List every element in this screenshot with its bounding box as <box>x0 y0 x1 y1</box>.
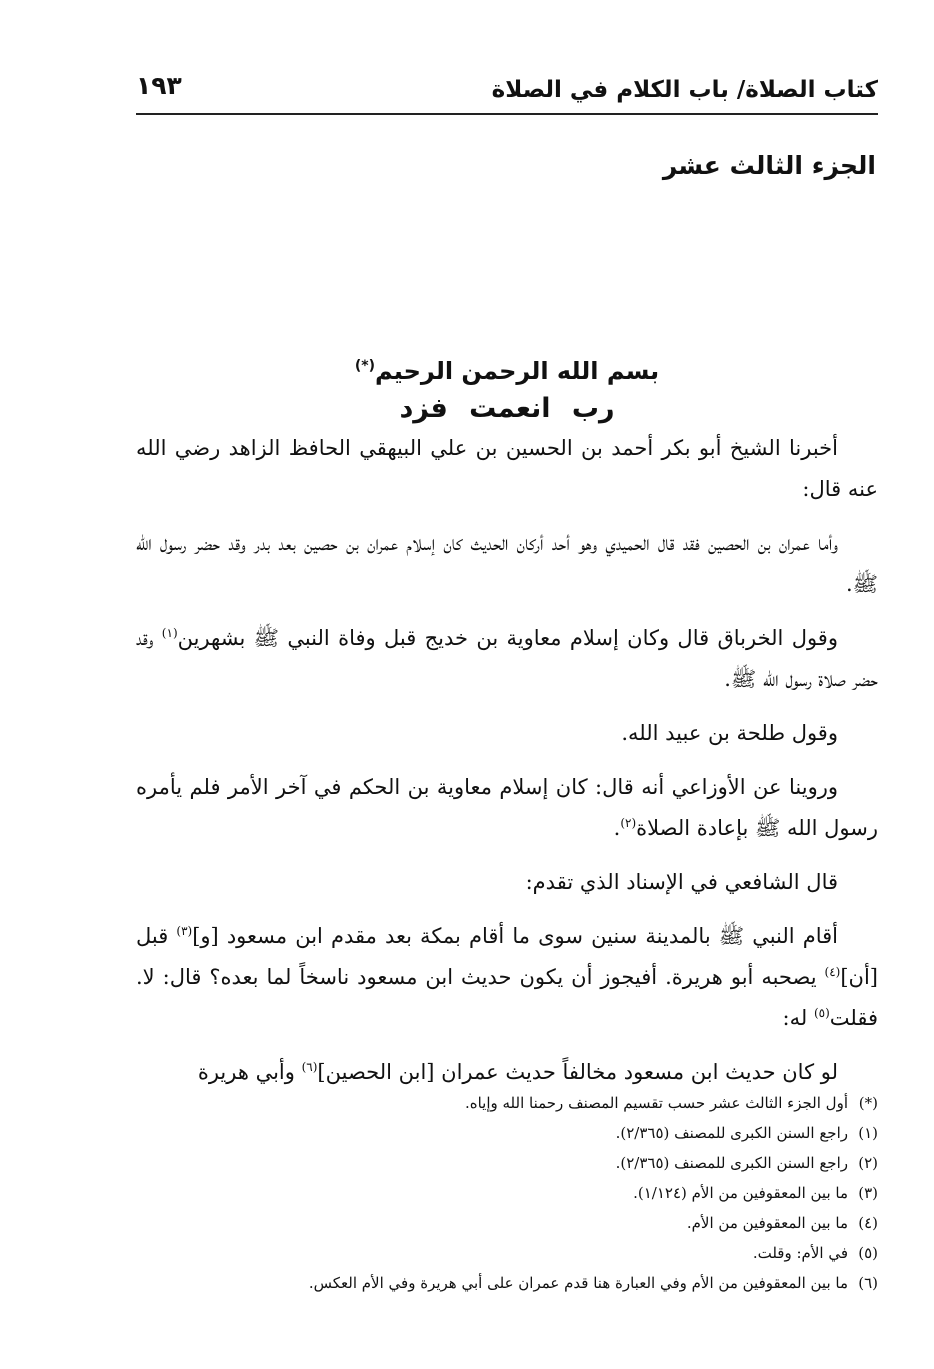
footnote-number: (٣) <box>858 1184 878 1202</box>
paragraph <box>136 916 878 1039</box>
footnote-number: (٤) <box>858 1214 878 1232</box>
paragraph-text: يصحبه أبو هريرة. أفيجوز أن يكون حديث ابن مسعود ناسخاً لما بعده؟ قال: لا. فقلت <box>136 965 878 1030</box>
paragraph-text: قبل [أن] <box>136 924 878 989</box>
paragraph-text: وأبي هريرة <box>197 1060 302 1084</box>
footnote-text: راجع السنن الكبرى للمصنف (٢/٣٦٥). <box>615 1124 848 1142</box>
footnote-number: (*) <box>858 1094 878 1112</box>
footnote-text: ما بين المعقوفين من الأم. <box>686 1214 848 1232</box>
paragraph: أخبرنا الشيخ أبو بكر أحمد بن الحسين بن علي البيهقي الحافظ الزاهد رضي الله عنه قال: <box>136 436 878 501</box>
paragraph-text: لو كان حديث ابن مسعود مخالفاً حديث عمران [ابن الحصين] <box>317 1060 838 1084</box>
footnote-text: راجع السنن الكبرى للمصنف (٢/٣٦٥). <box>615 1154 848 1172</box>
footnote <box>136 1268 878 1298</box>
page-number: ١٩٣ <box>136 71 182 100</box>
footnote <box>136 1148 878 1178</box>
part-title: الجزء الثالث عشر <box>662 151 876 180</box>
footnotes <box>136 1088 878 1298</box>
footnote-text: أول الجزء الثالث عشر حسب تقسيم المصنف رحمنا الله وإياه. <box>464 1094 848 1112</box>
footnote-ref: (٢) <box>620 816 637 830</box>
page-header <box>136 68 878 114</box>
paragraph <box>136 1052 878 1093</box>
basmala-footnote-marker: (*) <box>354 358 375 374</box>
footnote-number: (٥) <box>858 1244 878 1262</box>
paragraph-text: وروينا عن الأوزاعي أنه قال: كان إسلام معاوية بن الحكم في آخر الأمر فلم يأمره رسول الله ﷺ بإعادة الصلاة <box>136 775 878 840</box>
paragraph: وقول طلحة بن عبيد الله. <box>621 721 838 745</box>
footnote-text: ما بين المعقوفين من الأم (١/١٢٤). <box>633 1184 848 1202</box>
basmala <box>136 348 878 389</box>
footnote-number: (٦) <box>858 1274 878 1292</box>
footnote <box>136 1238 878 1268</box>
footnote-ref: (٣) <box>176 924 193 938</box>
header-rule <box>136 113 878 115</box>
footnote-ref: (١) <box>161 626 178 640</box>
paragraph: قال الشافعي في الإسناد الذي تقدم: <box>525 870 838 894</box>
footnote <box>136 1208 878 1238</box>
main-text <box>136 428 878 1093</box>
paragraph-text: وقد حضر صلاة رسول الله ﷺ. <box>136 626 878 691</box>
paragraph <box>136 767 878 849</box>
invocation: رب انعمت فزد <box>399 393 615 424</box>
footnote-ref: (٦) <box>301 1060 318 1074</box>
paragraph-text: أقام النبي ﷺ بالمدينة سنين سوى ما أقام بمكة بعد مقدم ابن مسعود [و] <box>192 924 838 948</box>
running-title: كتاب الصلاة/ باب الكلام في الصلاة <box>491 77 878 103</box>
footnote-text: في الأم: وقلت. <box>752 1244 848 1262</box>
paragraph-text: . <box>613 816 621 840</box>
footnote-number: (١) <box>858 1124 878 1142</box>
footnote-number: (٢) <box>858 1154 878 1172</box>
paragraph-text: له: <box>782 1006 814 1030</box>
basmala-text: بسم الله الرحمن الرحيم <box>374 357 660 385</box>
footnote-text: ما بين المعقوفين من الأم وفي العبارة هنا قدم عمران على أبي هريرة وفي الأم العكس. <box>308 1274 848 1292</box>
paragraph-text: وقول الخرباق قال وكان إسلام معاوية بن خديج قبل وفاة النبي ﷺ بشهرين <box>177 626 838 650</box>
footnote-ref: (٤) <box>824 965 841 979</box>
footnote <box>136 1118 878 1148</box>
paragraph: وأما عمران بن الحصين فقد قال الحميدي وهو أحد أركان الحديث كان إسلام عمران بن حصين بعد بدر وقد حضر رسول الله ﷺ. <box>136 531 878 596</box>
paragraph <box>136 618 878 700</box>
footnote <box>136 1178 878 1208</box>
footnote-ref: (٥) <box>813 1006 830 1020</box>
footnote <box>136 1088 878 1118</box>
